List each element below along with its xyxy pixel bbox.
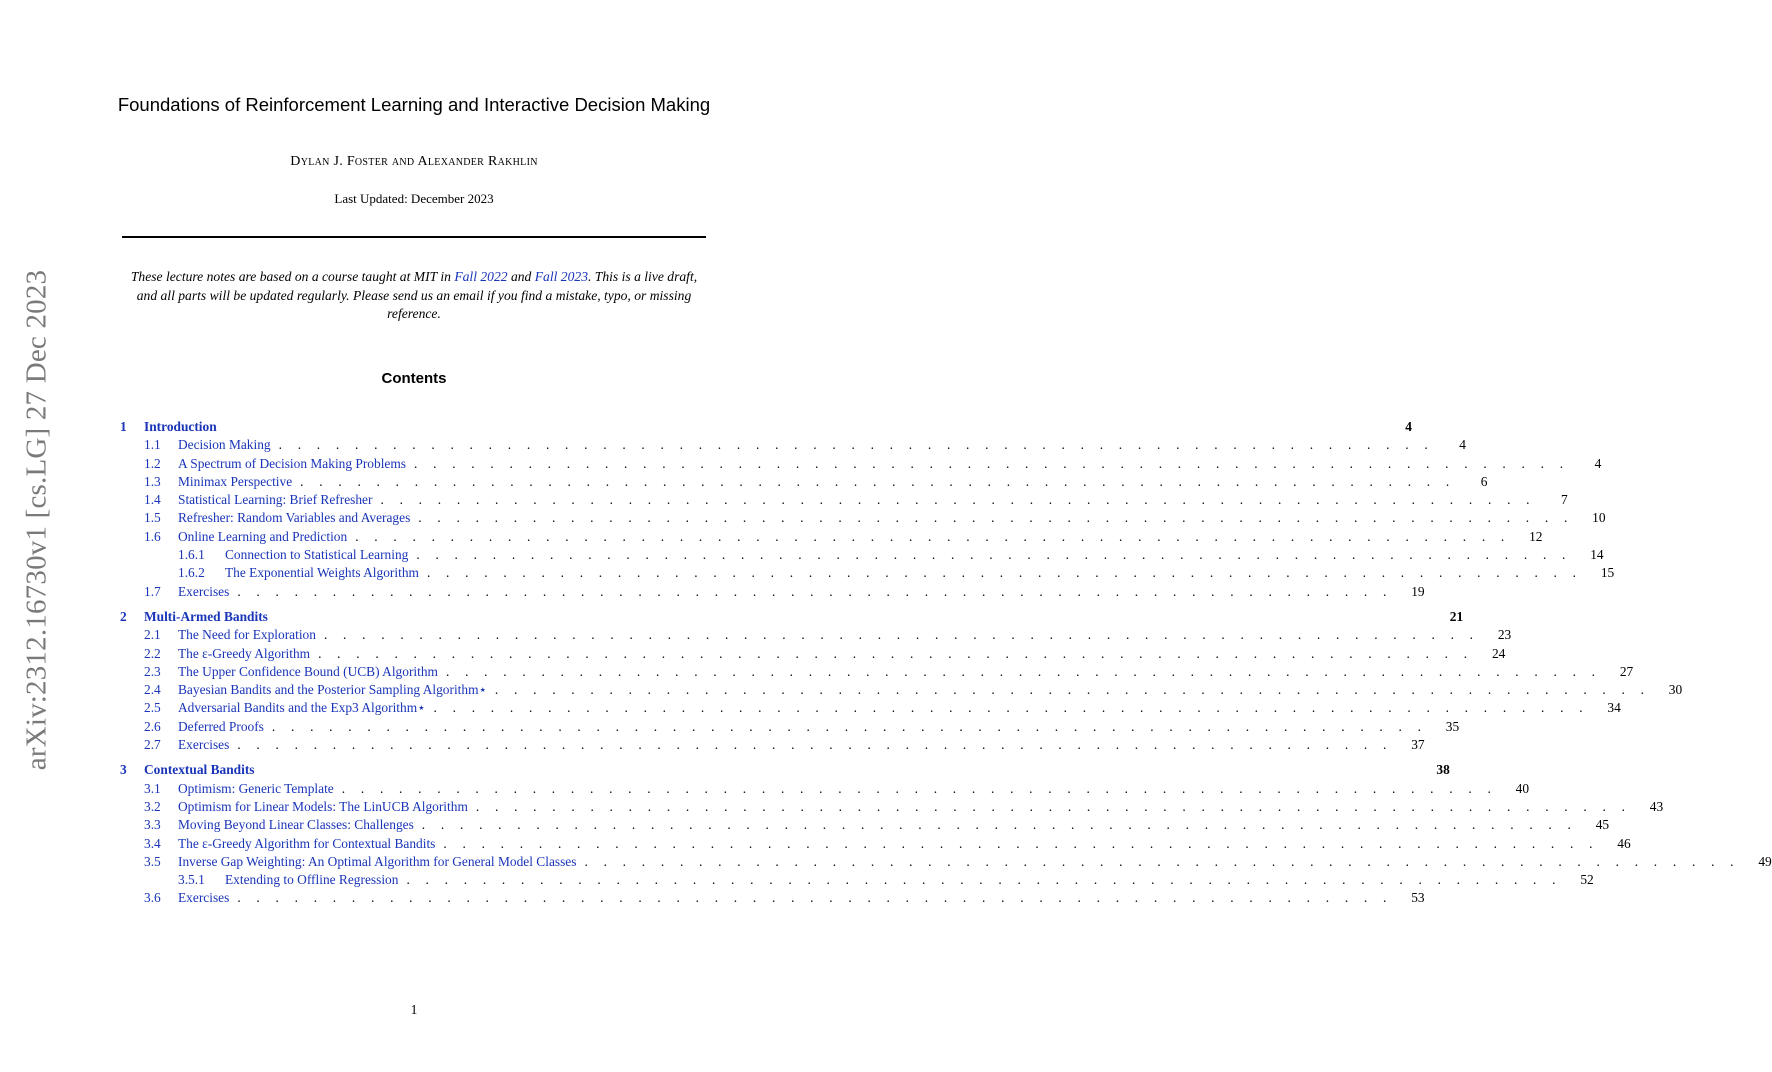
- toc-number[interactable]: 1.4: [144, 492, 161, 508]
- toc-page-number: 38: [1436, 762, 1450, 778]
- toc-page-number: 14: [1590, 547, 1604, 563]
- toc-number[interactable]: 2: [120, 608, 127, 624]
- toc-page-number: 53: [1411, 890, 1425, 906]
- toc-title-link[interactable]: Online Learning and Prediction: [178, 528, 348, 544]
- toc-page-number: 34: [1607, 700, 1621, 716]
- toc-leader-dots: . . . . . . . . . . . . . . . . . . . . . . . . . . . . . . . . . . . . . . . . . . . . . . . . . . . . . . . . . . . . .: [433, 700, 1589, 716]
- toc-number[interactable]: 1.6.1: [178, 547, 205, 563]
- toc-page-number: 46: [1617, 835, 1631, 851]
- toc-chapter-row[interactable]: [120, 418, 1412, 436]
- toc-leader-dots: . . . . . . . . . . . . . . . . . . . . . . . . . . . . . . . . . . . . . . . . . . . . . . . . . . . . . . . . . . . . .: [421, 817, 1578, 833]
- toc-number[interactable]: 1.6: [144, 528, 161, 544]
- toc-leader-dots: . . . . . . . . . . . . . . . . . . . . . . . . . . . . . . . . . . . . . . . . . . . . . . . . . . . . . . . . . . . . .: [475, 798, 1632, 814]
- toc-section-row[interactable]: [120, 663, 1634, 681]
- toc-page-number: 15: [1600, 565, 1615, 581]
- abstract-text-3: . This is a live draft, and all parts will be updated regularly. Please send us an email if you find a mistake, typo, or missing reference.: [136, 269, 698, 321]
- toc-title-link[interactable]: Exercises: [178, 737, 230, 753]
- arxiv-stamp: [20, 269, 54, 771]
- toc-number[interactable]: 1.5: [144, 510, 161, 526]
- toc-number[interactable]: 1: [120, 419, 127, 434]
- toc-number[interactable]: 3.3: [144, 817, 161, 833]
- toc-page-number: 4: [1459, 437, 1466, 453]
- toc-title-link[interactable]: Decision Making: [178, 437, 271, 453]
- toc-title-link[interactable]: Minimax Perspective: [178, 473, 293, 489]
- toc-page-number: 6: [1480, 473, 1488, 489]
- toc-leader-dots: . . . . . . . . . . . . . . . . . . . . . . . . . . . . . . . . . . . . . . . . . . . . . . . . . . . . . . . . . . . . .: [443, 835, 1599, 851]
- toc-title-link[interactable]: Extending to Offline Regression: [225, 872, 399, 888]
- toc-page-number: 7: [1561, 492, 1568, 508]
- toc-number[interactable]: 2.3: [144, 663, 161, 679]
- toc-number[interactable]: 1.2: [144, 455, 161, 471]
- toc-leader-dots: . . . . . . . . . . . . . . . . . . . . . . . . . . . . . . . . . . . . . . . . . . . . . . . . . . . . . . . . . . . . .: [380, 492, 1536, 508]
- toc-subsection-row[interactable]: [120, 564, 1615, 582]
- toc-title-link[interactable]: Optimism for Linear Models: The LinUCB Algorithm: [178, 798, 468, 814]
- toc-number[interactable]: 2.1: [144, 627, 161, 643]
- toc-leader-dots: . . . . . . . . . . . . . . . . . . . . . . . . . . . . . . . . . . . . . . . . . . . . . . . . . . . . . . . . . . . . .: [271, 718, 1428, 734]
- toc-leader-dots: . . . . . . . . . . . . . . . . . . . . . . . . . . . . . . . . . . . . . . . . . . . . . . . . . . . . . . . . . . . . .: [237, 583, 1393, 599]
- toc-section-row[interactable]: [120, 491, 1568, 509]
- toc-section-row[interactable]: [120, 889, 1425, 907]
- arxiv-id-text: arXiv:2312.16730v1 [cs.LG] 27 Dec 2023: [20, 269, 53, 771]
- toc-title-link[interactable]: The ε-Greedy Algorithm: [178, 645, 311, 661]
- toc-number[interactable]: 2.5: [144, 700, 161, 716]
- toc-chapter: [120, 418, 1615, 601]
- toc-title-link[interactable]: The Exponential Weights Algorithm: [225, 565, 419, 581]
- paper-title: Foundations of Reinforcement Learning and Interactive Decision Making: [117, 94, 711, 115]
- toc-page-number: 4: [1405, 419, 1412, 434]
- toc-leader-dots: . . . . . . . . . . . . . . . . . . . . . . . . . . . . . . . . . . . . . . . . . . . . . . . . . . . . . . . . . . . . .: [300, 473, 1456, 489]
- toc-title-link[interactable]: A Spectrum of Decision Making Problems: [178, 455, 406, 471]
- toc-chapter: [120, 608, 1683, 754]
- toc-page-number: 12: [1529, 528, 1543, 544]
- toc-page-number: 52: [1580, 872, 1594, 888]
- toc-leader-dots: . . . . . . . . . . . . . . . . . . . . . . . . . . . . . . . . . . . . . . . . . . . . . . . . . . . . . . . . . . . . .: [323, 627, 1480, 643]
- toc-page-number: 19: [1411, 583, 1425, 599]
- toc-section-row[interactable]: [120, 718, 1460, 736]
- toc-page-number: 21: [1449, 608, 1464, 624]
- toc-number[interactable]: 2.4: [144, 682, 161, 698]
- toc-number[interactable]: 1.7: [144, 583, 161, 599]
- fall-2022-link[interactable]: Fall 2022: [454, 269, 508, 284]
- toc-section-row[interactable]: [120, 835, 1631, 853]
- toc-leader-dots: . . . . . . . . . . . . . . . . . . . . . . . . . . . . . . . . . . . . . . . . . . . . . . . . . . . . . . . . . . . . .: [406, 872, 1562, 888]
- abstract-text-1: These lecture notes are based on a course taught at MIT in: [130, 269, 455, 284]
- toc-title-link[interactable]: Deferred Proofs: [178, 718, 264, 734]
- toc-title-link[interactable]: Introduction: [144, 419, 217, 434]
- toc-section-row[interactable]: [120, 436, 1466, 454]
- toc-title-link[interactable]: Statistical Learning: Brief Refresher: [178, 492, 373, 508]
- toc-number[interactable]: 3.5: [144, 853, 161, 869]
- toc-page-number: 23: [1497, 627, 1512, 643]
- last-updated: Last Updated: December 2023: [334, 191, 494, 206]
- toc-subsection-row[interactable]: [120, 546, 1604, 564]
- fall-2023-link[interactable]: Fall 2023: [534, 269, 588, 284]
- toc-page-number: 37: [1411, 737, 1425, 753]
- toc-chapter-row[interactable]: [120, 608, 1464, 626]
- toc-section-row[interactable]: [120, 645, 1506, 663]
- toc-number[interactable]: 3.6: [144, 890, 161, 906]
- toc-section-row[interactable]: [120, 509, 1606, 527]
- toc-subsection-row[interactable]: [120, 871, 1594, 889]
- toc-section-row[interactable]: [120, 528, 1543, 546]
- toc-title-link[interactable]: Moving Beyond Linear Classes: Challenges: [178, 817, 414, 833]
- toc-title-link[interactable]: The Upper Confidence Bound (UCB) Algorithm: [178, 663, 438, 679]
- toc-page-number: 30: [1668, 682, 1683, 698]
- toc-leader-dots: . . . . . . . . . . . . . . . . . . . . . . . . . . . . . . . . . . . . . . . . . . . . . . . . . . . . . . . . . . . . .: [494, 682, 1651, 698]
- toc-leader-dots: . . . . . . . . . . . . . . . . . . . . . . . . . . . . . . . . . . . . . . . . . . . . . . . . . . . . . . . . . . . . .: [418, 510, 1574, 526]
- toc-chapter-row[interactable]: [120, 761, 1450, 779]
- toc-leader-dots: . . . . . . . . . . . . . . . . . . . . . . . . . . . . . . . . . . . . . . . . . . . . . . . . . . . . . . . . . . . . .: [237, 737, 1393, 753]
- toc-title-link[interactable]: Contextual Bandits: [144, 762, 255, 778]
- toc-page-number: 43: [1649, 798, 1664, 814]
- toc-leader-dots: . . . . . . . . . . . . . . . . . . . . . . . . . . . . . . . . . . . . . . . . . . . . . . . . . . . . . . . . . . . . .: [341, 780, 1498, 796]
- toc-number[interactable]: 2.2: [144, 645, 161, 661]
- toc-section-row[interactable]: [120, 780, 1530, 798]
- paper-authors: Dylan J. Foster and Alexander Rakhlin: [290, 154, 538, 169]
- toc-title-link[interactable]: Bayesian Bandits and the Posterior Sampling Algorithm⋆: [178, 682, 487, 698]
- toc-title-link[interactable]: The ε-Greedy Algorithm for Contextual Bandits: [178, 835, 436, 851]
- toc-number[interactable]: 1.1: [144, 437, 161, 453]
- toc-number[interactable]: 2.6: [144, 718, 161, 734]
- toc-title-link[interactable]: Connection to Statistical Learning: [225, 547, 409, 563]
- toc-leader-dots: . . . . . . . . . . . . . . . . . . . . . . . . . . . . . . . . . . . . . . . . . . . . . . . . . . . . . . . . . . . . .: [445, 663, 1602, 679]
- toc-section-row[interactable]: [120, 626, 1512, 644]
- toc-number[interactable]: 3.5.1: [178, 872, 205, 888]
- table-of-contents: [120, 418, 1772, 915]
- toc-leader-dots: . . . . . . . . . . . . . . . . . . . . . . . . . . . . . . . . . . . . . . . . . . . . . . . . . . . . . . . . . . . . .: [237, 890, 1393, 906]
- toc-number[interactable]: 3.2: [144, 798, 161, 814]
- toc-section-row[interactable]: [120, 681, 1683, 699]
- toc-leader-dots: . . . . . . . . . . . . . . . . . . . . . . . . . . . . . . . . . . . . . . . . . . . . . . . . . . . . . . . . . . . . .: [584, 853, 1740, 869]
- toc-section-row[interactable]: [120, 455, 1602, 473]
- toc-number[interactable]: 3: [120, 762, 127, 778]
- toc-section-row[interactable]: [120, 699, 1621, 717]
- toc-title-link[interactable]: Exercises: [178, 583, 230, 599]
- toc-page-number: 27: [1619, 663, 1634, 679]
- toc-section-row[interactable]: [120, 473, 1488, 491]
- title-rule: [122, 236, 706, 238]
- toc-page-number: 35: [1445, 718, 1460, 734]
- toc-number[interactable]: 2.7: [144, 737, 161, 753]
- toc-section-row[interactable]: [120, 816, 1610, 834]
- toc-leader-dots: . . . . . . . . . . . . . . . . . . . . . . . . . . . . . . . . . . . . . . . . . . . . . . . . . . . . . . . . . . . . .: [426, 565, 1583, 581]
- toc-title-link[interactable]: Multi-Armed Bandits: [144, 608, 268, 624]
- toc-page-number: 45: [1595, 817, 1610, 833]
- toc-leader-dots: . . . . . . . . . . . . . . . . . . . . . . . . . . . . . . . . . . . . . . . . . . . . . . . . . . . . . . . . . . . . .: [416, 547, 1572, 563]
- toc-page-number: 49: [1758, 853, 1772, 869]
- toc-page-number: 10: [1592, 510, 1606, 526]
- toc-section-row[interactable]: [120, 583, 1425, 601]
- toc-page-number: 24: [1491, 645, 1506, 661]
- toc-title-link[interactable]: Inverse Gap Weighting: An Optimal Algorithm for General Model Classes: [178, 853, 577, 869]
- toc-section-row[interactable]: [120, 736, 1425, 754]
- toc-title-link[interactable]: Refresher: Random Variables and Averages: [178, 510, 411, 526]
- page-number: 1: [410, 1002, 418, 1017]
- abstract-text-2: and: [507, 269, 535, 284]
- toc-leader-dots: . . . . . . . . . . . . . . . . . . . . . . . . . . . . . . . . . . . . . . . . . . . . . . . . . . . . . . . . . . . . .: [414, 455, 1570, 471]
- toc-page-number: 40: [1515, 780, 1530, 796]
- toc-leader-dots: . . . . . . . . . . . . . . . . . . . . . . . . . . . . . . . . . . . . . . . . . . . . . . . . . . . . . . . . . . . . .: [318, 645, 1474, 661]
- toc-number[interactable]: 1.3: [144, 473, 161, 489]
- toc-title-link[interactable]: Exercises: [178, 890, 230, 906]
- toc-leader-dots: . . . . . . . . . . . . . . . . . . . . . . . . . . . . . . . . . . . . . . . . . . . . . . . . . . . . . . . . . . . . .: [278, 437, 1434, 453]
- toc-title-link[interactable]: Optimism: Generic Template: [178, 780, 334, 796]
- toc-title-link[interactable]: The Need for Exploration: [178, 627, 316, 643]
- toc-section-row[interactable]: [120, 853, 1772, 871]
- contents-heading: Contents: [381, 370, 447, 387]
- toc-leader-dots: . . . . . . . . . . . . . . . . . . . . . . . . . . . . . . . . . . . . . . . . . . . . . . . . . . . . . . . . . . . . .: [355, 528, 1511, 544]
- toc-section-row[interactable]: [120, 798, 1664, 816]
- toc-chapter: [120, 761, 1772, 907]
- toc-page-number: 4: [1594, 455, 1602, 471]
- toc-number[interactable]: 3.4: [144, 835, 161, 851]
- toc-number[interactable]: 3.1: [144, 780, 161, 796]
- toc-number[interactable]: 1.6.2: [178, 565, 205, 581]
- toc-title-link[interactable]: Adversarial Bandits and the Exp3 Algorithm⋆: [178, 700, 426, 716]
- abstract: [120, 268, 708, 324]
